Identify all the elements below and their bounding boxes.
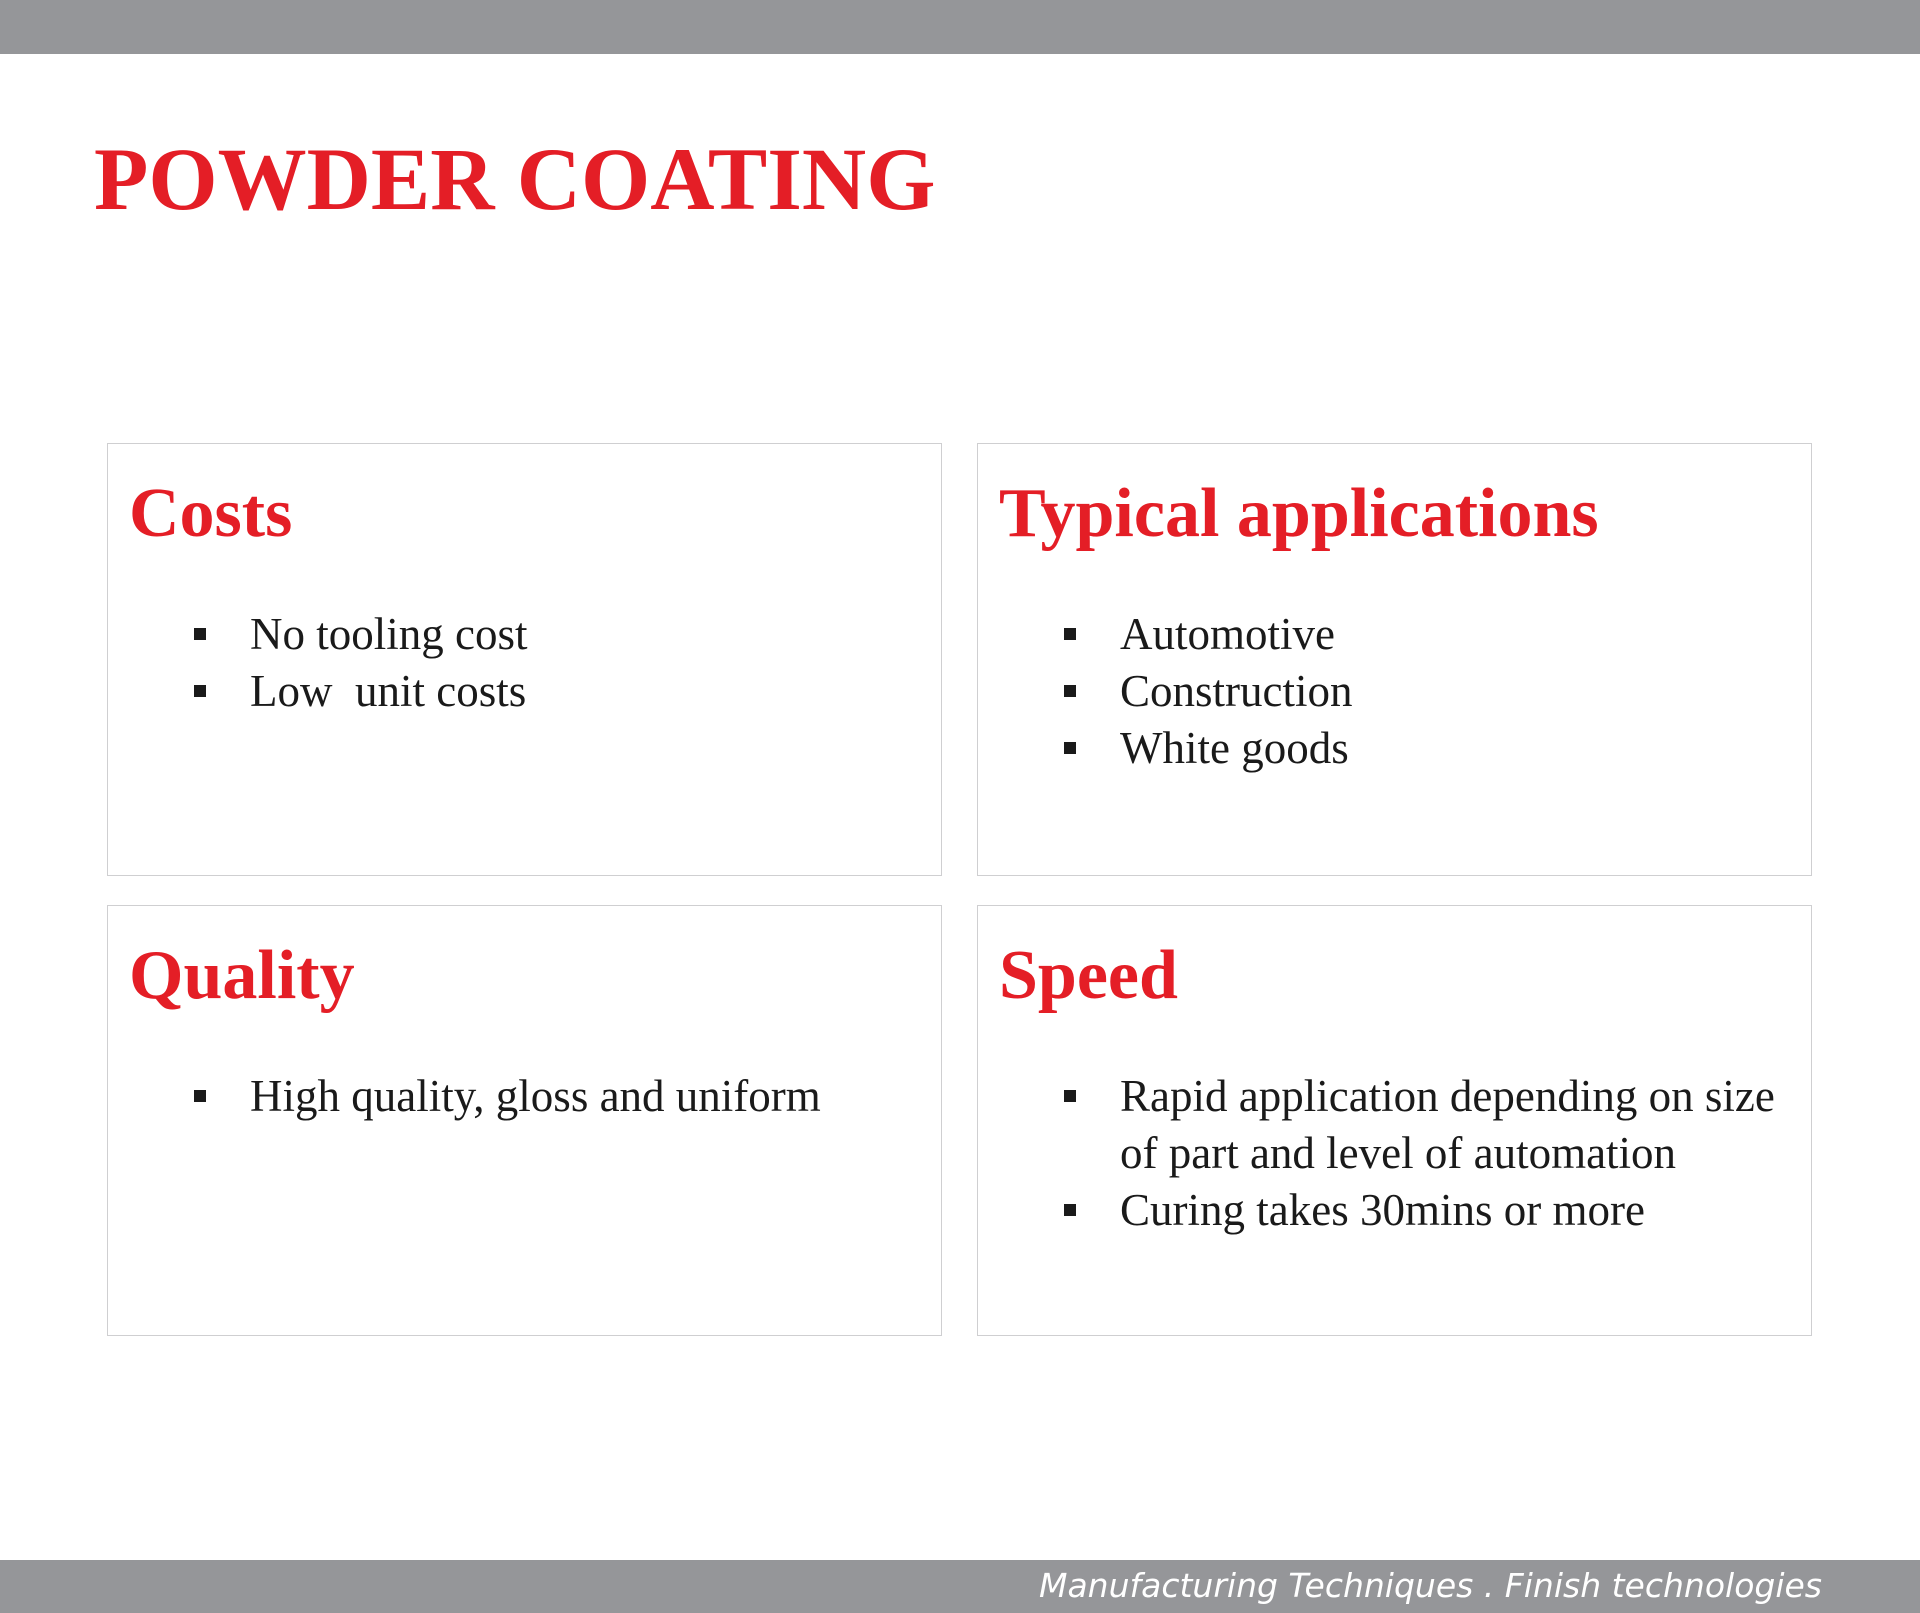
- footer-text: Manufacturing Techniques . Finish technologies: [1038, 1566, 1822, 1605]
- list-item: [194, 606, 914, 663]
- bullet-list: [1064, 606, 1784, 777]
- card-heading: Speed: [999, 937, 1178, 1014]
- card-costs: [107, 443, 942, 876]
- square-bullet-icon: [194, 628, 206, 640]
- list-item: [1064, 1182, 1784, 1239]
- square-bullet-icon: [194, 685, 206, 697]
- list-item-text: Curing takes 30mins or more: [1120, 1185, 1645, 1235]
- bullet-list: [194, 606, 914, 720]
- list-item: [1064, 663, 1784, 720]
- list-item: [194, 663, 914, 720]
- bullet-list: [1064, 1068, 1787, 1239]
- list-item-text: White goods: [1120, 723, 1349, 773]
- list-item: [1064, 606, 1784, 663]
- card-heading: Typical applications: [999, 475, 1599, 552]
- card-heading: Quality: [129, 937, 355, 1014]
- list-item-text: Construction: [1120, 666, 1353, 716]
- square-bullet-icon: [1064, 1204, 1076, 1216]
- list-item-text: No tooling cost: [250, 609, 528, 659]
- page-title: POWDER COATING: [94, 131, 936, 229]
- square-bullet-icon: [194, 1090, 206, 1102]
- list-item: [1064, 1068, 1787, 1182]
- square-bullet-icon: [1064, 742, 1076, 754]
- list-item-text: Automotive: [1120, 609, 1335, 659]
- card-speed: [977, 905, 1812, 1336]
- card-quality: [107, 905, 942, 1336]
- top-bar: [0, 0, 1920, 54]
- bullet-list: [194, 1068, 914, 1125]
- list-item: [1064, 720, 1784, 777]
- square-bullet-icon: [1064, 1090, 1076, 1102]
- card-heading: Costs: [129, 475, 293, 552]
- list-item: [194, 1068, 914, 1125]
- square-bullet-icon: [1064, 685, 1076, 697]
- list-item-text: High quality, gloss and uniform: [250, 1071, 821, 1121]
- list-item-text: Low unit costs: [250, 666, 527, 716]
- square-bullet-icon: [1064, 628, 1076, 640]
- list-item-text: Rapid application depending on size of part and level of automation: [1120, 1071, 1787, 1178]
- bottom-bar: [0, 1560, 1920, 1613]
- card-typical-applications: [977, 443, 1812, 876]
